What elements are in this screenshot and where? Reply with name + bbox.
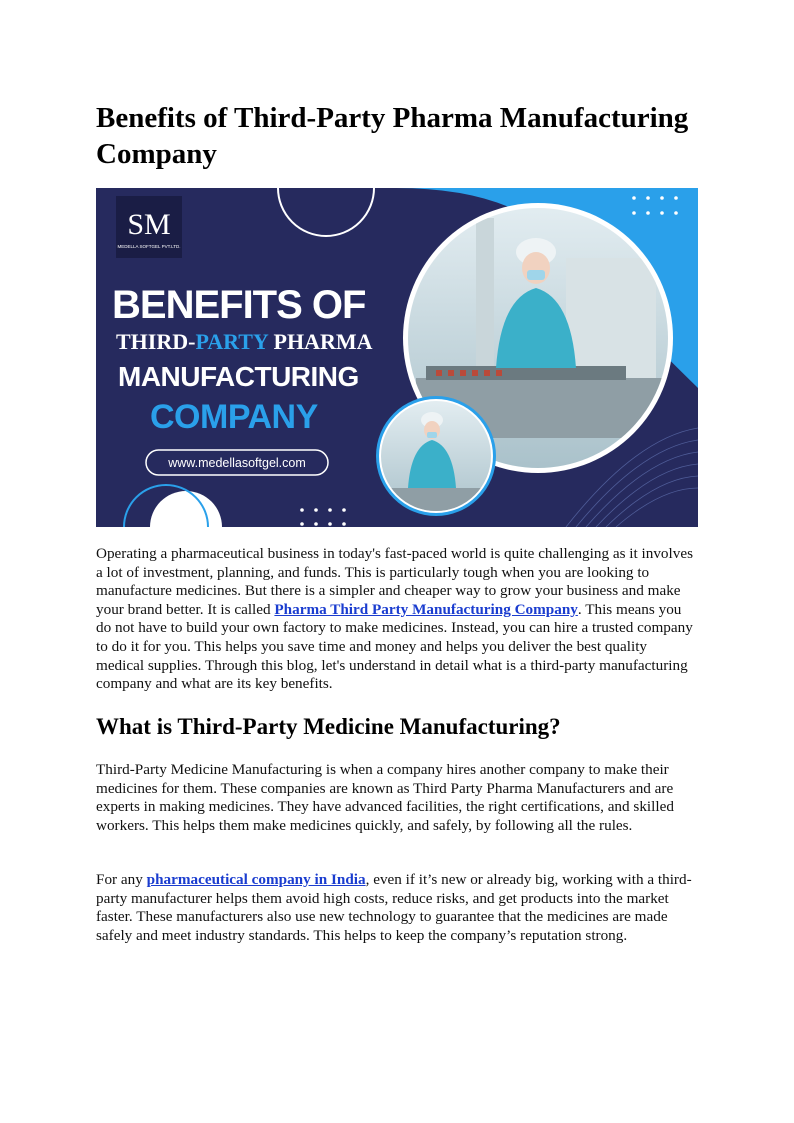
hero-line-1: BENEFITS OF bbox=[112, 283, 366, 327]
logo-letters: SM bbox=[127, 208, 171, 241]
hero-line-4: COMPANY bbox=[150, 398, 318, 436]
hero-graphic bbox=[96, 188, 698, 527]
definition-paragraph: Third-Party Medicine Manufacturing is when a company hires another company to make their medicines for them. These companies are known as Third Party Pharma Manufacturers and are experts in making medicines. They have advanced facilities, the right certifications, and skilled workers. This helps them make medicines quickly, and safely, by following all the rules. bbox=[96, 761, 674, 834]
benefits-paragraph bbox=[96, 871, 698, 945]
hero-line-2: THIRD-PARTY PHARMA bbox=[116, 329, 373, 354]
para3-text-end: , even if it’s new or already big, working with a third-party manufacturer helps them avoid high costs, reduce risks, and get products into the market faster. These manufacturers also use new technology to guarantee that the medicines are made safely and meet industry standards. This helps to keep the company’s reputation strong. bbox=[96, 871, 692, 944]
section-heading: What is Third-Party Medicine Manufacturing? bbox=[96, 714, 561, 739]
website-text: www.medellasoftgel.com bbox=[168, 456, 306, 470]
pharma-third-party-link[interactable]: Pharma Third Party Manufacturing Company bbox=[274, 600, 578, 618]
intro-text-end: . This means you do not have to build your own factory to make medicines. Instead, you can hire a trusted company to do it for you. This helps you save time and money and helps you deliver the best quality medical supplies. Through this blog, let's understand in detail what is a third-party manufacturing company and what are its key benefits. bbox=[96, 600, 693, 693]
hero-banner bbox=[96, 188, 698, 527]
pharmaceutical-company-link[interactable]: pharmaceutical company in India bbox=[146, 871, 366, 888]
intro-text-start: Operating a pharmaceutical business in today's fast-paced world is quite challenging as it involves a lot of investment, planning, and funds. This is particularly tough when you are looking to manufacture medicines. But there is a simpler and cheaper way to grow your business and make your brand better. It is called bbox=[96, 545, 693, 618]
para3-text-start: For any bbox=[96, 871, 147, 888]
article-title: Benefits of Third-Party Pharma Manufacturing Company bbox=[96, 102, 689, 170]
hero-line-3: MANUFACTURING bbox=[118, 361, 359, 392]
intro-paragraph bbox=[96, 545, 698, 694]
logo-caption: MEDELLA SOFTGEL PVT.LTD. bbox=[117, 244, 181, 249]
